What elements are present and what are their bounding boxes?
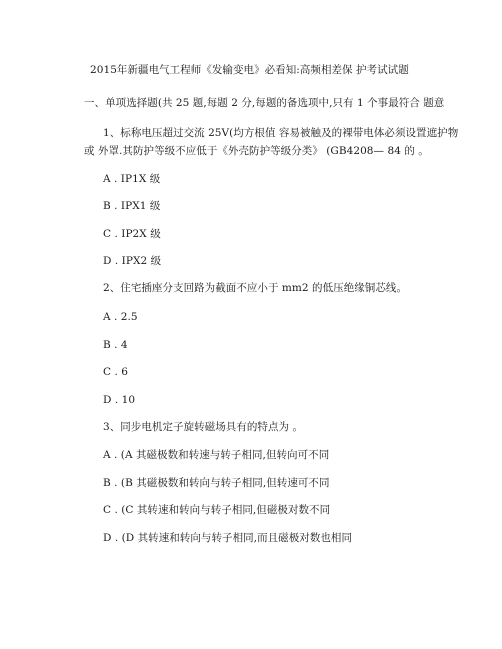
question-3-option-d: D . (D 其转速和转向与转子相同,而且磁极对数也相同 — [103, 532, 353, 544]
question-3-option-b: B . (B 其磁极数和转向与转子相同,但转速可不同 — [103, 477, 330, 489]
question-2-option-b: B . 4 — [103, 339, 128, 351]
question-1-option-d: D . IPX2 级 — [103, 255, 162, 267]
question-1-option-c: C . IP2X 级 — [103, 228, 161, 240]
question-1-stem-line-1: 1、标称电压超过交流 25V(均方根值 容易被触及的裸带电体必须设置遮护物 — [103, 127, 459, 139]
question-1-option-b: B . IPX1 级 — [103, 200, 161, 212]
question-1-stem-line-2: 或 外罩.其防护等级不应低于《外壳防护等级分类》 (GB4208— 84 的 。 — [84, 145, 429, 157]
question-3-option-a: A . (A 其磁极数和转速与转子相同,但转向可不同 — [103, 449, 330, 461]
document-title: 2015年新疆电气工程师《发输变电》必看知:高频相差保 护考试试题 — [90, 64, 409, 76]
section-heading: 一、单项选择题(共 25 题,每题 2 分,每题的备选项中,只有 1 个事最符合 题意 — [84, 97, 445, 109]
question-3-option-c: C . (C 其转速和转向与转子相同,但磁极对数不同 — [103, 504, 331, 516]
question-2-option-c: C . 6 — [103, 366, 128, 378]
question-2-option-d: D . 10 — [103, 394, 136, 406]
question-2-option-a: A . 2.5 — [103, 311, 138, 323]
question-3-stem: 3、同步电机定子旋转磁场具有的特点为 。 — [103, 421, 304, 433]
question-1-option-a: A . IP1X 级 — [103, 173, 161, 185]
question-2-stem: 2、住宅插座分支回路为截面不应小于 mm2 的低压绝缘铜芯线。 — [103, 282, 407, 294]
